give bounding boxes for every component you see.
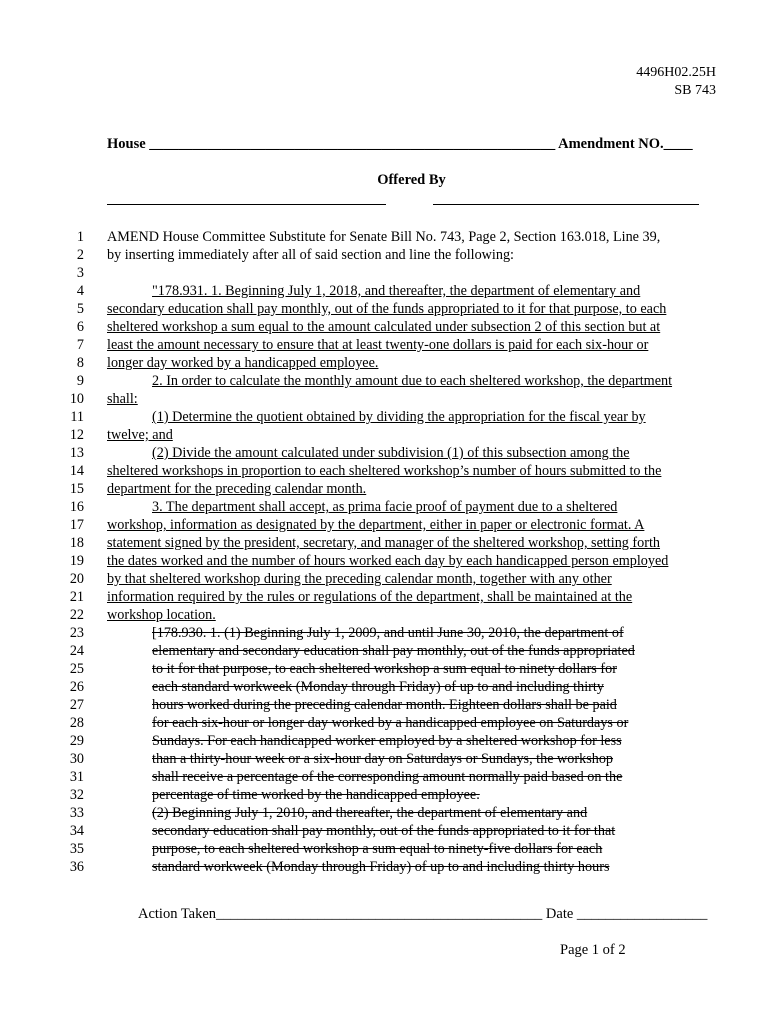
text-line [0,588,770,606]
inserted-text: statement signed by the president, secretary, and manager of the sheltered workshop, setting forth [107,535,661,551]
struck-text: each standard workweek (Monday through Friday) of up to and including thirty [152,679,604,695]
inserted-text: sheltered workshops in proportion to each sheltered workshop’s number of hours submitted to the [107,463,662,479]
text-line [0,534,770,552]
text-line [0,768,770,786]
line-text: by inserting immediately after all of said section and line the following: [107,247,514,263]
text-line [0,462,770,480]
text-line [0,804,770,822]
line-number: 17 [69,517,84,533]
struck-text: for each six-hour or longer day worked by a handicapped employee on Saturdays or [152,715,629,731]
inserted-text: (2) Divide the amount calculated under subdivision (1) of this subsection among the [152,445,630,461]
text-line [0,318,770,336]
line-number: 26 [69,679,84,695]
inserted-text: "178.931. 1. Beginning July 1, 2018, and thereafter, the department of elementary and [152,283,641,299]
line-number: 24 [69,643,84,659]
text-line [0,624,770,642]
line-number: 20 [69,571,84,587]
text-line [0,300,770,318]
line-number: 18 [69,535,84,551]
page-number: Page 1 of 2 [560,942,626,958]
text-line [0,498,770,516]
line-number: 14 [69,463,84,479]
text-line [0,354,770,372]
text-line [0,642,770,660]
text-line [0,336,770,354]
line-number: 11 [70,409,84,425]
text-line [0,606,770,624]
text-line [0,732,770,750]
line-number: 36 [69,859,84,875]
text-line [0,678,770,696]
text-line [0,264,770,282]
line-number: 6 [76,319,84,335]
line-number: 32 [69,787,84,803]
line-number: 25 [69,661,84,677]
text-line [0,714,770,732]
struck-text: standard workweek (Monday through Friday) of up to and including thirty hours [152,859,610,875]
text-line [0,390,770,408]
text-line [0,858,770,876]
line-number: 34 [69,823,84,839]
signature-line-right [433,204,699,205]
text-line [0,282,770,300]
struck-text: elementary and secondary education shall pay monthly, out of the funds appropriated [152,643,635,659]
text-line [0,480,770,498]
struck-text: [178.930. 1. (1) Beginning July 1, 2009, and until June 30, 2010, the department of [152,625,624,641]
line-number: 30 [69,751,84,767]
text-line [0,750,770,768]
line-number: 23 [69,625,84,641]
text-line [0,660,770,678]
struck-text: purpose, to each sheltered workshop a sum equal to ninety-five dollars for each [152,841,603,857]
inserted-text: least the amount necessary to ensure that at least twenty-one dollars is paid for each six-hour or [107,337,649,353]
line-number: 1 [76,229,84,245]
line-number: 9 [76,373,84,389]
inserted-text: workshop, information as designated by the department, either in paper or electronic format. A [107,517,645,533]
text-line [0,822,770,840]
document-id [636,64,716,100]
inserted-text: secondary education shall pay monthly, out of the funds appropriated to it for that purpose, to each [107,301,667,317]
inserted-text: shall: [107,391,138,407]
offered-by-label: Offered By [377,172,446,188]
text-line [0,246,770,264]
line-number: 28 [69,715,84,731]
inserted-text: 2. In order to calculate the monthly amount due to each sheltered workshop, the department [152,373,673,389]
inserted-text: information required by the rules or regulations of the department, shall be maintained at the [107,589,633,605]
text-line [0,228,770,246]
line-number: 7 [76,337,84,353]
line-text: AMEND House Committee Substitute for Senate Bill No. 743, Page 2, Section 163.018, Line 39, [107,229,661,245]
line-number: 5 [76,301,84,317]
inserted-text: (1) Determine the quotient obtained by dividing the appropriation for the fiscal year by [152,409,646,425]
struck-text: to it for that purpose, to each sheltered workshop a sum equal to ninety dollars for [152,661,617,677]
line-number: 4 [76,283,84,299]
line-number: 3 [76,265,84,281]
line-number: 12 [69,427,84,443]
line-number: 22 [69,607,84,623]
inserted-text: twelve; and [107,427,173,443]
struck-text: hours worked during the preceding calendar month. Eighteen dollars shall be paid [152,697,617,713]
text-line [0,840,770,858]
line-number: 35 [69,841,84,857]
line-number: 13 [69,445,84,461]
signature-line-left [107,204,386,205]
text-line [0,444,770,462]
text-line [0,372,770,390]
struck-text: (2) Beginning July 1, 2010, and thereafter, the department of elementary and [152,805,588,821]
text-line [0,552,770,570]
bill-number: SB 743 [674,83,716,98]
struck-text: than a thirty-hour week or a six-hour day on Saturdays or Sundays, the workshop [152,751,614,767]
inserted-text: sheltered workshop a sum equal to the amount calculated under subsection 2 of this section but at [107,319,661,335]
line-number: 8 [76,355,84,371]
line-number: 31 [69,769,84,785]
line-number: 33 [69,805,84,821]
inserted-text: 3. The department shall accept, as prima facie proof of payment due to a sheltered [152,499,618,515]
struck-text: shall receive a percentage of the corresponding amount normally paid based on the [152,769,623,785]
struck-text: Sundays. For each handicapped worker employed by a sheltered workshop for less [152,733,622,749]
inserted-text: department for the preceding calendar month. [107,481,367,497]
text-line [0,570,770,588]
line-number: 10 [69,391,84,407]
inserted-text: the dates worked and the number of hours worked each day by each handicapped person employed [107,553,669,569]
text-line [0,516,770,534]
inserted-text: longer day worked by a handicapped employee. [107,355,379,371]
line-number: 21 [69,589,84,605]
line-number: 29 [69,733,84,749]
line-number: 19 [69,553,84,569]
line-number: 15 [69,481,84,497]
amendment-body [0,228,770,876]
inserted-text: workshop location. [107,607,216,623]
line-number: 27 [69,697,84,713]
line-number: 2 [76,247,84,263]
text-line [0,696,770,714]
doc-code: 4496H02.25H [636,65,716,80]
house-amendment-line: House ________________________________________________________ Amendment NO.____ [107,136,693,152]
text-line [0,408,770,426]
line-number: 16 [69,499,84,515]
action-taken-line: Action Taken_____________________________________________ Date __________________ [138,906,708,922]
struck-text: percentage of time worked by the handicapped employee. [152,787,480,803]
inserted-text: by that sheltered workshop during the preceding calendar month, together with any other [107,571,612,587]
text-line [0,426,770,444]
text-line [0,786,770,804]
struck-text: secondary education shall pay monthly, out of the funds appropriated to it for that [152,823,616,839]
